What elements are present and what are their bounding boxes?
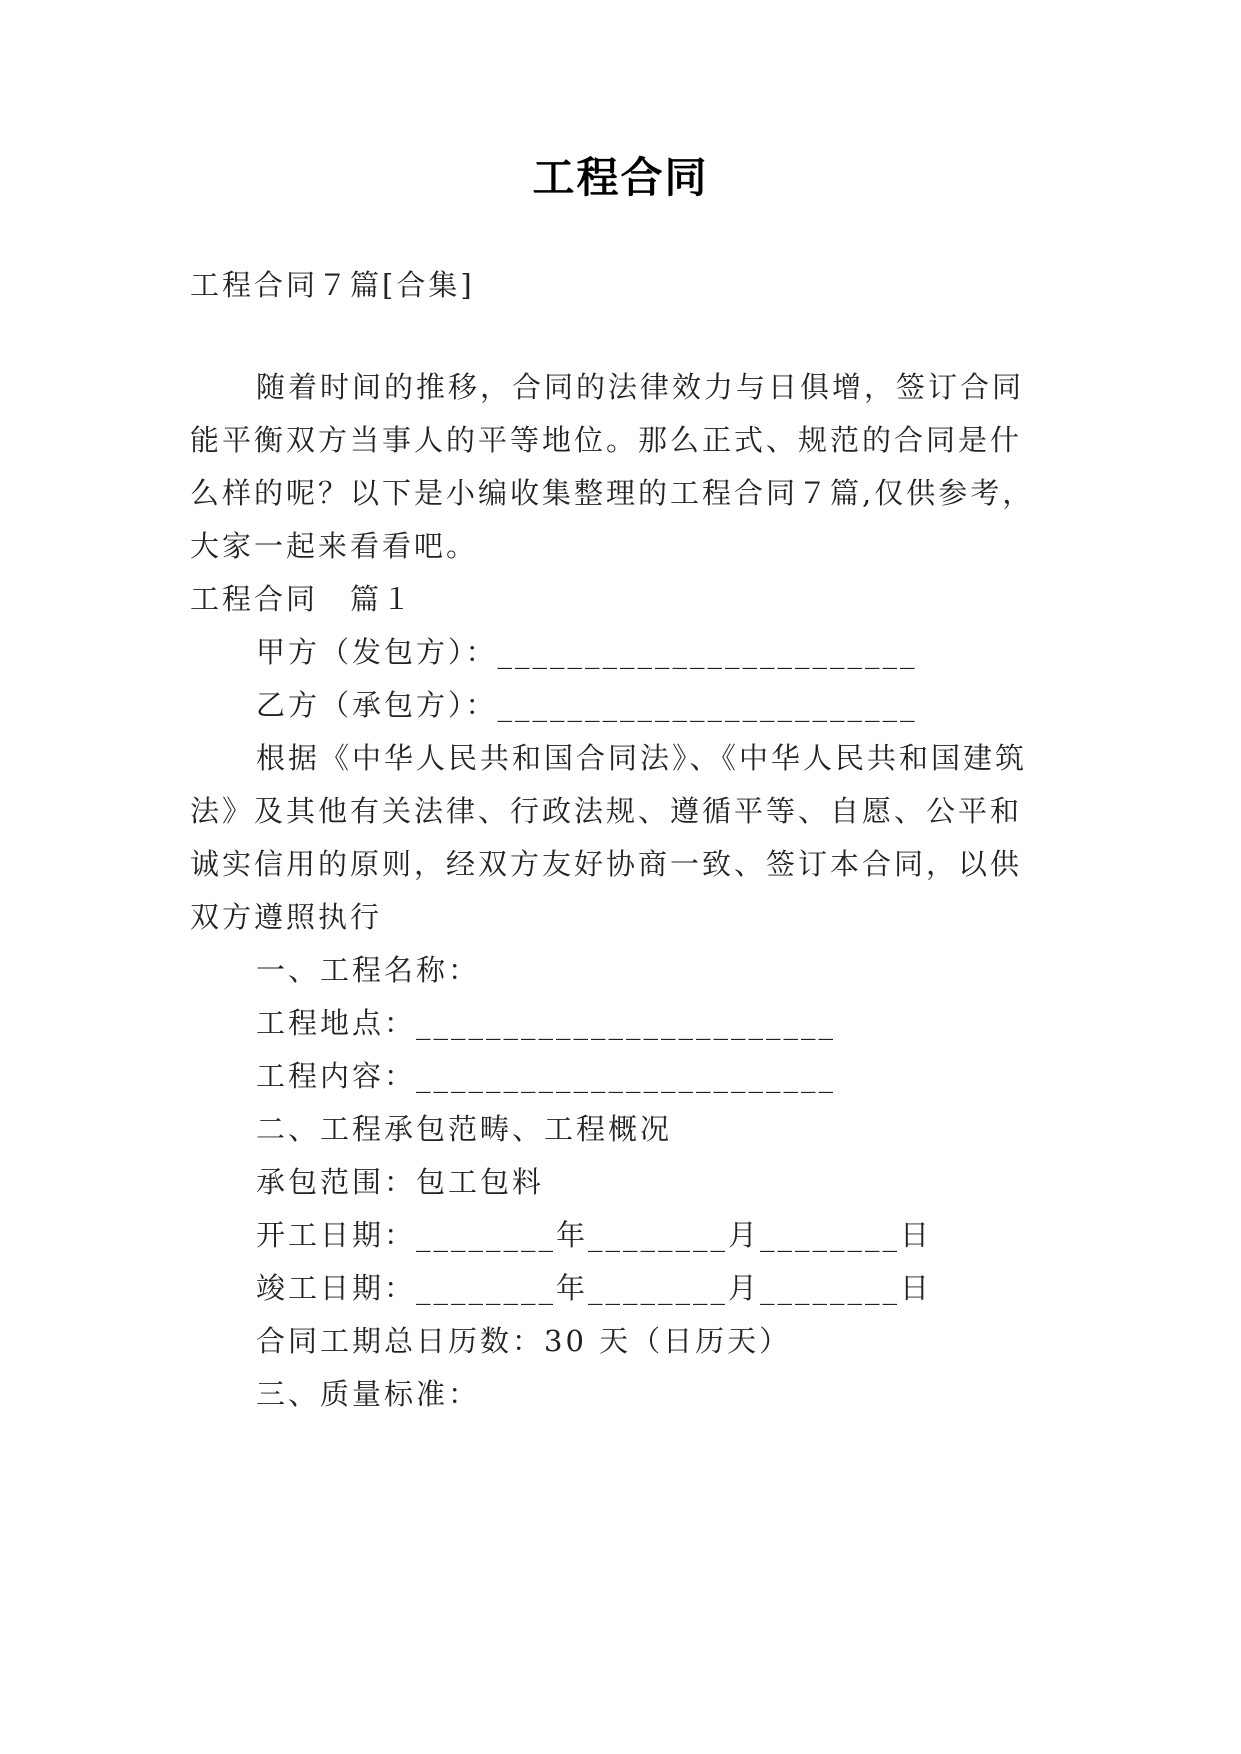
party-b-line: 乙方（承包方）：________________________	[256, 688, 918, 722]
intro-line-2: 能平衡双方当事人的平等地位。那么正式、规范的合同是什	[190, 423, 1023, 457]
clause-1-heading: 一、工程名称：	[256, 953, 481, 987]
site-line: 工程地点：________________________	[256, 1006, 837, 1040]
basis-line-4: 双方遵照执行	[190, 900, 383, 934]
party-a-line: 甲方（发包方）：________________________	[256, 635, 918, 669]
intro-line-4: 大家一起来看看吧。	[190, 529, 479, 563]
basis-line-2: 法》及其他有关法律、行政法规、遵循平等、自愿、公平和	[190, 794, 1023, 828]
clause-2-heading: 二、工程承包范畴、工程概况	[256, 1112, 673, 1146]
start-date-line: 开工日期：________年________月________日	[256, 1218, 933, 1252]
intro-line-1: 随着时间的推移，合同的法律效力与日俱增，签订合同	[256, 370, 1025, 404]
duration-line: 合同工期总日历数：30 天（日历天）	[256, 1324, 792, 1358]
document-subtitle: 工程合同７篇[合集]	[190, 268, 475, 302]
section-heading: 工程合同 篇１	[190, 582, 415, 616]
scope-line: 承包范围：包工包料	[256, 1165, 545, 1199]
intro-line-3: 么样的呢？以下是小编收集整理的工程合同７篇,仅供参考，	[190, 476, 1035, 510]
document-title: 工程合同	[532, 153, 709, 202]
clause-3-heading: 三、质量标准：	[256, 1377, 481, 1411]
basis-line-3: 诚实信用的原则，经双方友好协商一致、签订本合同，以供	[190, 847, 1023, 881]
basis-line-1: 根据《中华人民共和国合同法》、《中华人民共和国建筑	[256, 741, 1028, 775]
end-date-line: 竣工日期：________年________月________日	[256, 1271, 933, 1305]
content-line: 工程内容：________________________	[256, 1059, 837, 1093]
